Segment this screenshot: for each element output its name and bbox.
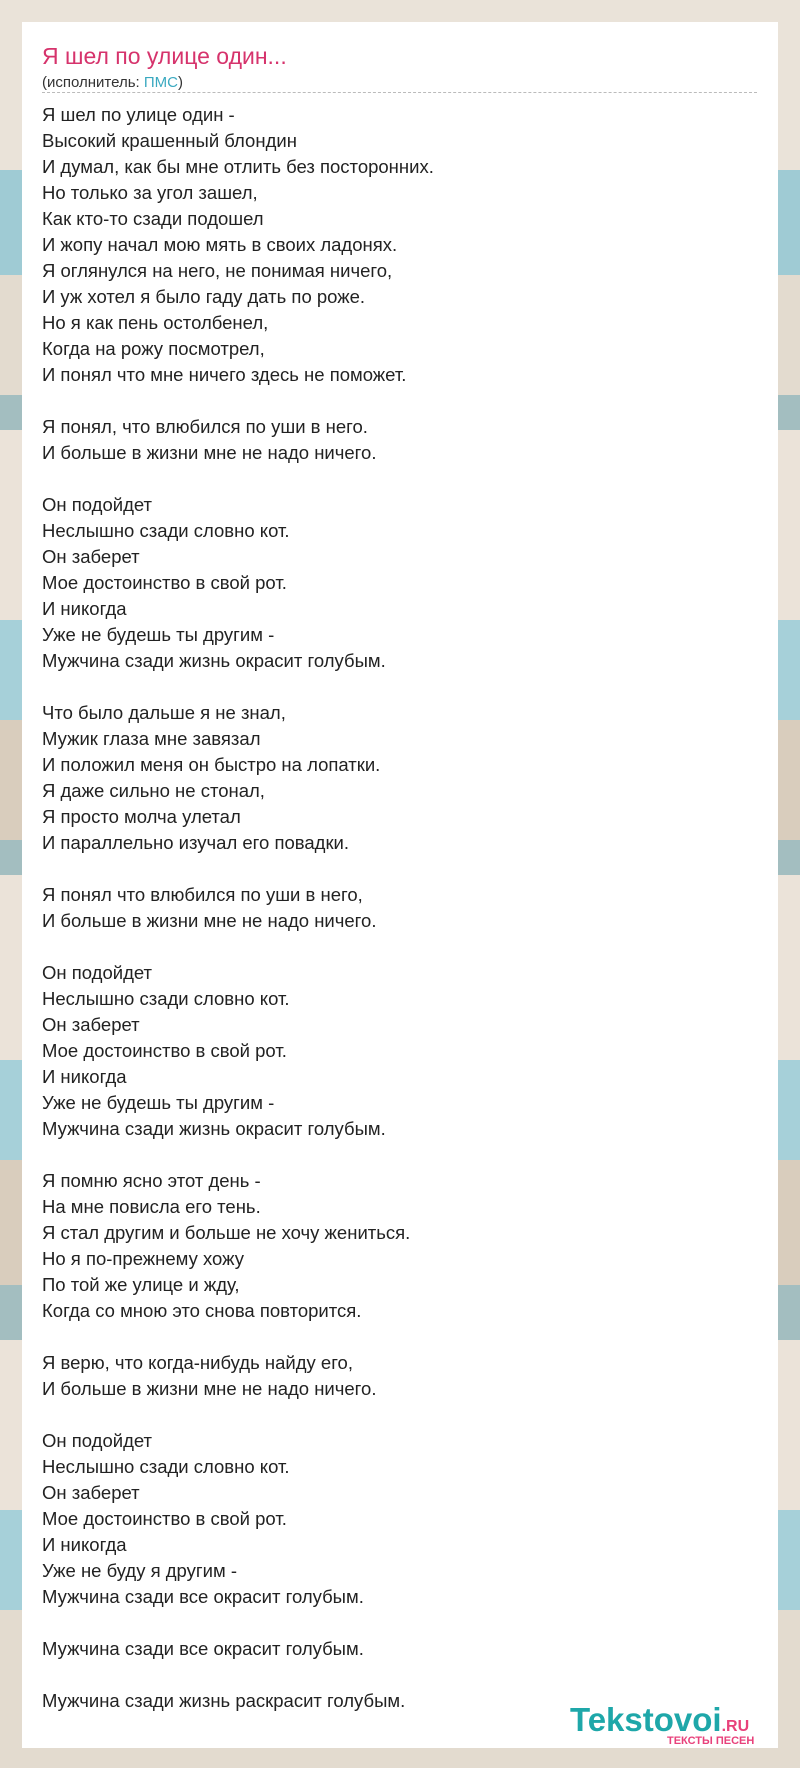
lyric-line: Но только за угол зашел, bbox=[42, 182, 258, 203]
lyric-line: Уже не будешь ты другим - bbox=[42, 1092, 275, 1113]
logo-tagline: ТЕКСТЫ ПЕСЕН bbox=[667, 1735, 755, 1747]
artist-prefix: (исполнитель: bbox=[42, 74, 144, 91]
lyric-line: Я просто молча улетал bbox=[42, 806, 241, 827]
stanza-gap bbox=[42, 1402, 757, 1428]
lyric-line: Мужчина сзади жизнь раскрасит голубым. bbox=[42, 1690, 406, 1711]
lyric-line: И никогда bbox=[42, 1066, 127, 1087]
lyric-line: И жопу начал мою мять в своих ладонях. bbox=[42, 234, 398, 255]
lyric-line: Мое достоинство в свой рот. bbox=[42, 572, 287, 593]
lyric-line: Я верю, что когда-нибудь найду его, bbox=[42, 1352, 353, 1373]
lyric-line: Уже не будешь ты другим - bbox=[42, 624, 275, 645]
lyric-line: И думал, как бы мне отлить без посторонних. bbox=[42, 156, 434, 177]
lyric-line: По той же улице и жду, bbox=[42, 1274, 240, 1295]
lyric-line: И больше в жизни мне не надо ничего. bbox=[42, 442, 377, 463]
song-title: Я шел по улице один... bbox=[42, 43, 287, 69]
lyric-line: Когда на рожу посмотрел, bbox=[42, 338, 265, 359]
lyric-line: И положил меня он быстро на лопатки. bbox=[42, 754, 381, 775]
lyric-line: Я даже сильно не стонал, bbox=[42, 780, 265, 801]
lyric-line: Мое достоинство в свой рот. bbox=[42, 1040, 287, 1061]
lyric-line: Я стал другим и больше не хочу жениться. bbox=[42, 1222, 411, 1243]
stanza-gap bbox=[42, 388, 757, 414]
site-logo[interactable] bbox=[570, 1702, 780, 1748]
artist-link[interactable]: ПМС bbox=[143, 74, 178, 91]
stanza-gap bbox=[42, 934, 757, 960]
lyric-line: Но я по-прежнему хожу bbox=[42, 1248, 244, 1269]
lyric-line: И больше в жизни мне не надо ничего. bbox=[42, 1378, 377, 1399]
lyric-line: Он подойдет bbox=[42, 1430, 153, 1451]
lyric-line: Я оглянулся на него, не понимая ничего, bbox=[42, 260, 393, 281]
lyric-line: Но я как пень остолбенел, bbox=[42, 312, 269, 333]
stanza-gap bbox=[42, 674, 757, 700]
lyric-line: Я помню ясно этот день - bbox=[42, 1170, 261, 1191]
lyric-line: Он подойдет bbox=[42, 494, 153, 515]
lyric-line: Неслышно сзади словно кот. bbox=[42, 1456, 290, 1477]
lyric-line: Мужчина сзади жизнь окрасит голубым. bbox=[42, 650, 386, 671]
lyric-line: И никогда bbox=[42, 1534, 127, 1555]
lyric-line: Он подойдет bbox=[42, 962, 153, 983]
lyric-line: Мужик глаза мне завязал bbox=[42, 728, 261, 749]
lyric-line: Уже не буду я другим - bbox=[42, 1560, 237, 1581]
stanza-gap bbox=[42, 1610, 757, 1636]
stanza-gap bbox=[42, 1662, 757, 1688]
logo-main-text: Tekstovoi bbox=[570, 1701, 722, 1738]
artist-line bbox=[42, 73, 757, 92]
logo-suffix: .RU bbox=[721, 1718, 750, 1735]
lyric-line: Мужчина сзади жизнь окрасит голубым. bbox=[42, 1118, 386, 1139]
lyric-line: Мужчина сзади все окрасит голубым. bbox=[42, 1586, 364, 1607]
lyric-line: Когда со мною это снова повторится. bbox=[42, 1300, 362, 1321]
lyric-line: Я понял что влюбился по уши в него, bbox=[42, 884, 363, 905]
stanza-gap bbox=[42, 466, 757, 492]
lyric-line: Как кто-то сзади подошел bbox=[42, 208, 264, 229]
lyric-line: И никогда bbox=[42, 598, 127, 619]
lyric-line: Я понял, что влюбился по уши в него. bbox=[42, 416, 368, 437]
stanza-gap bbox=[42, 856, 757, 882]
lyric-line: И больше в жизни мне не надо ничего. bbox=[42, 910, 377, 931]
lyric-line: Он заберет bbox=[42, 546, 140, 567]
lyric-line: На мне повисла его тень. bbox=[42, 1196, 261, 1217]
lyric-line: Неслышно сзади словно кот. bbox=[42, 520, 290, 541]
header-divider bbox=[42, 92, 757, 93]
lyric-line: Мое достоинство в свой рот. bbox=[42, 1508, 287, 1529]
lyric-line: Высокий крашенный блондин bbox=[42, 130, 297, 151]
lyric-line: Неслышно сзади словно кот. bbox=[42, 988, 290, 1009]
lyrics-text bbox=[42, 102, 757, 1714]
stanza-gap bbox=[42, 1142, 757, 1168]
lyrics-card bbox=[22, 22, 778, 1748]
artist-suffix: ) bbox=[177, 74, 183, 91]
lyric-line: Что было дальше я не знал, bbox=[42, 702, 286, 723]
song-header bbox=[42, 42, 757, 92]
stanza-gap bbox=[42, 1324, 757, 1350]
lyric-line: И уж хотел я было гаду дать по роже. bbox=[42, 286, 366, 307]
lyric-line: И параллельно изучал его повадки. bbox=[42, 832, 350, 853]
lyric-line: Он заберет bbox=[42, 1482, 140, 1503]
lyric-line: И понял что мне ничего здесь не поможет. bbox=[42, 364, 407, 385]
lyric-line: Он заберет bbox=[42, 1014, 140, 1035]
lyric-line: Мужчина сзади все окрасит голубым. bbox=[42, 1638, 364, 1659]
lyric-line: Я шел по улице один - bbox=[42, 104, 235, 125]
